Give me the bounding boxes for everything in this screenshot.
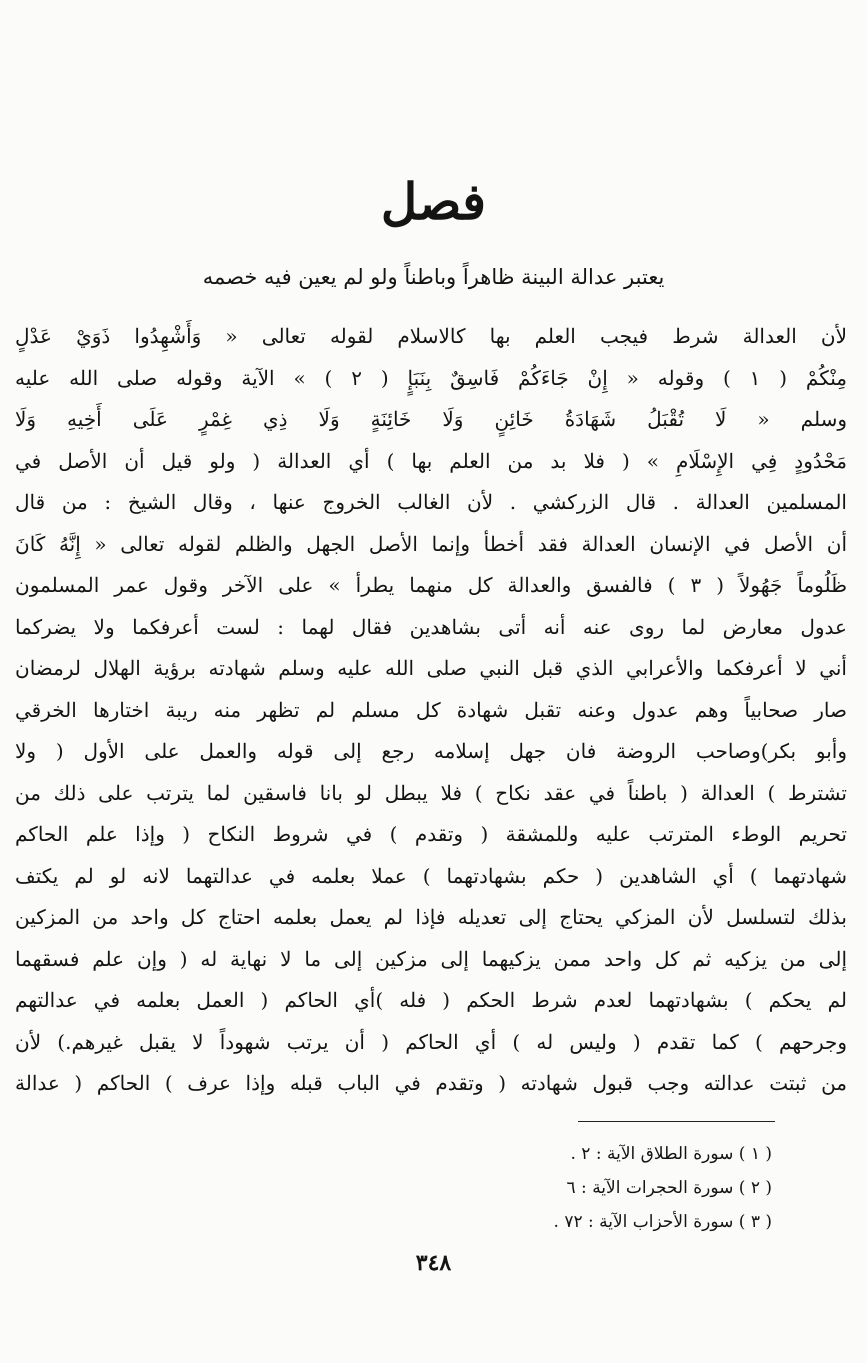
chapter-title: فصل [380, 172, 487, 231]
body-line: صار صحابياً وهم عدول وعنه تقبل شهادة كل مسلم لم تظهر منه ريبة اختارها الخرقي [15, 697, 847, 722]
section-subtitle: يعتبر عدالة البينة ظاهراً وباطناً ولو لم يعين فيه خصمه [202, 265, 665, 289]
body-line: وسلم « لَا تُقْبَلُ شَهَادَةُ خَائِنٍ وَلَا خَائِنَةٍ وَلَا ذِي غِمْرٍ عَلَى أَخِيهِ وَلَا [15, 407, 847, 431]
footnote-divider [578, 1121, 775, 1122]
body-line: لأن العدالة شرط فيجب العلم بها كالاسلام لقوله تعالى « وَأَشْهِدُوا ذَوَيْ عَدْلٍ [15, 324, 847, 348]
footnote: ( ١ ) سورة الطلاق الآية : ٢ . [570, 1144, 772, 1164]
footnote: ( ٢ ) سورة الحجرات الآية : ٦ [566, 1178, 772, 1198]
body-line: وجرحهم ) كما تقدم ( وليس له ) أي الحاكم ( أن يرتب شهوداً لا يقبل غيرهم.) لأن [15, 1029, 847, 1054]
body-line: وأبو بكر)وصاحب الروضة فان جهل إسلامه رجع إلى قوله والعمل على الأول ( ولا [15, 739, 847, 763]
body-line: تحريم الوطء المترتب عليه وللمشقة ( وتقدم ) في شروط النكاح ( وإذا علم الحاكم [15, 822, 847, 846]
body-line: شهادتهما ) أي الشاهدين ( حكم بشهادتهما ) عملا بعلمه في عدالتهما لانه لو لم يكتف [15, 863, 847, 888]
footnote: ( ٣ ) سورة الأحزاب الآية : ٧٢ . [553, 1212, 772, 1232]
page-number: ٣٤٨ [415, 1250, 452, 1276]
body-line: مَحْدُودٍ فِي الإِسْلَامِ » ( فلا بد من العلم بها ) أي العدالة ( ولو قيل أن الأصل في [15, 448, 847, 473]
body-line: مِنْكُمْ ( ١ ) وقوله « إِنْ جَاءَكُمْ فَاسِقٌ بِنَبَإٍ ( ٢ ) » الآية وقوله صلى الله عليه [15, 365, 847, 390]
body-line: أن الأصل في الإنسان العدالة فقد أخطأ وإنما الأصل الجهل والظلم لقوله تعالى « إِنَّهُ كَانَ [15, 531, 847, 556]
body-line: إلى من يزكيه ثم كل واحد ممن يزكيهما إلى مزكين إلى ما لا نهاية له ( وإن علم فسقهما [15, 946, 847, 971]
body-line: لم يحكم ) بشهادتهما لعدم شرط الحكم ( فله )أي الحاكم ( العمل بعلمه في عدالتهم [15, 988, 847, 1012]
body-text [15, 316, 847, 1105]
body-line: من ثبتت عدالته وجب قبول شهادته ( وتقدم في الباب قبله وإذا عرف ) الحاكم ( عدالة [15, 1071, 847, 1095]
body-line: تشترط ) العدالة ( باطناً في عقد نكاح ) فلا يبطل لو بانا فاسقين لما يترتب على ذلك من [15, 780, 847, 805]
body-line: المسلمين العدالة . قال الزركشي . لأن الغالب الخروج عنها ، وقال الشيخ : من قال [15, 490, 847, 514]
body-line: ظَلُوماً جَهُولاً ( ٣ ) فالفسق والعدالة كل منهما يطرأ » على الآخر وقول عمر المسلمون [15, 573, 847, 597]
body-line: عدول معارض لما روى عنه أنه أتى بشاهدين فقال لهما : لست أعرفكما ولا يضركما [15, 614, 847, 639]
body-line: أني لا أعرفكما والأعرابي الذي قبل النبي صلى الله عليه وسلم شهادته برؤية الهلال لرمضان [15, 656, 847, 680]
body-line: بذلك لتسلسل لأن المزكي يحتاج إلى تعديله فإذا لم يعمل بعلمه احتاج كل واحد من المزكين [15, 905, 847, 929]
footnotes [372, 1137, 772, 1239]
